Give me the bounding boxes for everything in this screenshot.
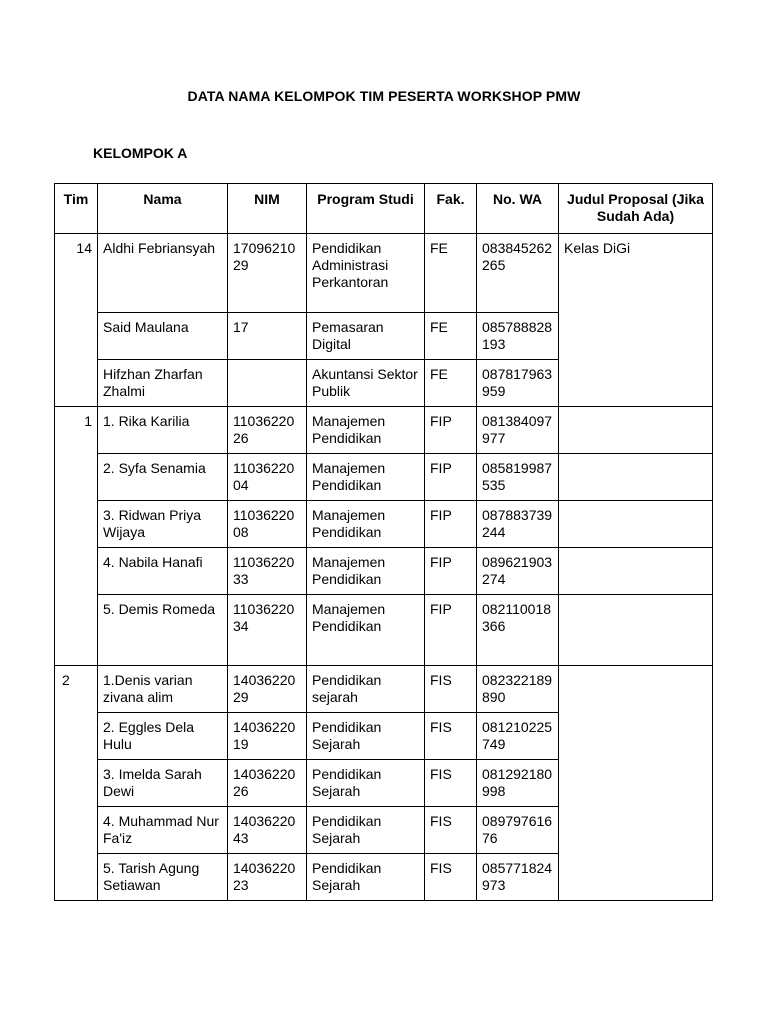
member-prodi: Pendidikan Administrasi Perkantoran: [307, 234, 425, 313]
member-fak: FIS: [425, 854, 477, 901]
team-number: 1: [55, 407, 98, 666]
member-name: 2. Syfa Senamia: [98, 454, 228, 501]
member-nim: 1103622034: [228, 595, 307, 666]
member-name: 5. Tarish Agung Setiawan: [98, 854, 228, 901]
proposal-title-empty: [559, 595, 713, 666]
member-wa: 085771824973: [477, 854, 559, 901]
member-fak: FE: [425, 234, 477, 313]
member-wa: 087883739244: [477, 501, 559, 548]
table-row: [55, 548, 713, 595]
member-nim: 1403622043: [228, 807, 307, 854]
member-name: 1.Denis varian zivana alim: [98, 666, 228, 713]
member-name: Aldhi Febriansyah: [98, 234, 228, 313]
member-wa: 083845262265: [477, 234, 559, 313]
table-row: [55, 234, 713, 313]
member-prodi: Manajemen Pendidikan: [307, 501, 425, 548]
member-wa: 085819987535: [477, 454, 559, 501]
header-judul: Judul Proposal (Jika Sudah Ada): [559, 184, 713, 234]
member-prodi: Manajemen Pendidikan: [307, 407, 425, 454]
member-nim: 1103622033: [228, 548, 307, 595]
member-name: 3. Ridwan Priya Wijaya: [98, 501, 228, 548]
member-prodi: Akuntansi Sektor Publik: [307, 360, 425, 407]
member-wa: 087817963959: [477, 360, 559, 407]
member-prodi: Pendidikan Sejarah: [307, 854, 425, 901]
table-row: [55, 454, 713, 501]
member-nim: 1103622004: [228, 454, 307, 501]
member-fak: FIS: [425, 666, 477, 713]
header-nama: Nama: [98, 184, 228, 234]
member-nim: 1403622026: [228, 760, 307, 807]
member-nim: 1709621029: [228, 234, 307, 313]
member-prodi: Pendidikan Sejarah: [307, 713, 425, 760]
member-fak: FIP: [425, 407, 477, 454]
member-fak: FIS: [425, 807, 477, 854]
member-name: Hifzhan Zharfan Zhalmi: [98, 360, 228, 407]
proposal-title-empty: [559, 454, 713, 501]
header-tim: Tim: [55, 184, 98, 234]
member-nim: 1403622019: [228, 713, 307, 760]
proposal-title: Kelas DiGi: [559, 234, 713, 407]
table-row: [55, 407, 713, 454]
proposal-title: [559, 666, 713, 901]
header-prodi: Program Studi: [307, 184, 425, 234]
member-nim: 1403622029: [228, 666, 307, 713]
member-name: 3. Imelda Sarah Dewi: [98, 760, 228, 807]
member-fak: FIP: [425, 548, 477, 595]
member-prodi: Pendidikan sejarah: [307, 666, 425, 713]
member-name: 1. Rika Karilia: [98, 407, 228, 454]
proposal-title: [559, 407, 713, 454]
member-wa: 085788828193: [477, 313, 559, 360]
member-prodi: Pendidikan Sejarah: [307, 807, 425, 854]
team-number: 2: [55, 666, 98, 901]
member-nim: 1403622023: [228, 854, 307, 901]
member-name: 2. Eggles Dela Hulu: [98, 713, 228, 760]
proposal-title-empty: [559, 501, 713, 548]
header-wa: No. WA: [477, 184, 559, 234]
member-fak: FIP: [425, 454, 477, 501]
member-fak: FIS: [425, 713, 477, 760]
proposal-title-empty: [559, 548, 713, 595]
member-prodi: Pemasaran Digital: [307, 313, 425, 360]
member-fak: FE: [425, 313, 477, 360]
member-wa: 081210225749: [477, 713, 559, 760]
member-nim: [228, 360, 307, 407]
member-prodi: Manajemen Pendidikan: [307, 548, 425, 595]
group-title: KELOMPOK A: [93, 145, 188, 161]
member-fak: FIP: [425, 501, 477, 548]
member-name: 4. Nabila Hanafi: [98, 548, 228, 595]
member-wa: 081292180998: [477, 760, 559, 807]
team-number: 14: [55, 234, 98, 407]
member-nim: 17: [228, 313, 307, 360]
member-name: Said Maulana: [98, 313, 228, 360]
member-nim: 1103622026: [228, 407, 307, 454]
member-prodi: Manajemen Pendidikan: [307, 595, 425, 666]
member-name: 5. Demis Romeda: [98, 595, 228, 666]
member-prodi: Manajemen Pendidikan: [307, 454, 425, 501]
member-prodi: Pendidikan Sejarah: [307, 760, 425, 807]
member-wa: 089621903274: [477, 548, 559, 595]
table-header-row: [55, 184, 713, 234]
member-wa: 082322189890: [477, 666, 559, 713]
member-wa: 082110018366: [477, 595, 559, 666]
member-fak: FIS: [425, 760, 477, 807]
header-nim: NIM: [228, 184, 307, 234]
header-fak: Fak.: [425, 184, 477, 234]
member-fak: FIP: [425, 595, 477, 666]
member-wa: 08979761676: [477, 807, 559, 854]
table-row: [55, 501, 713, 548]
member-fak: FE: [425, 360, 477, 407]
table-row: [55, 595, 713, 666]
member-wa: 081384097977: [477, 407, 559, 454]
table-row: [55, 666, 713, 713]
member-name: 4. Muhammad Nur Fa'iz: [98, 807, 228, 854]
document-title: DATA NAMA KELOMPOK TIM PESERTA WORKSHOP PMW: [187, 88, 581, 104]
participant-table: [54, 183, 713, 901]
member-nim: 1103622008: [228, 501, 307, 548]
